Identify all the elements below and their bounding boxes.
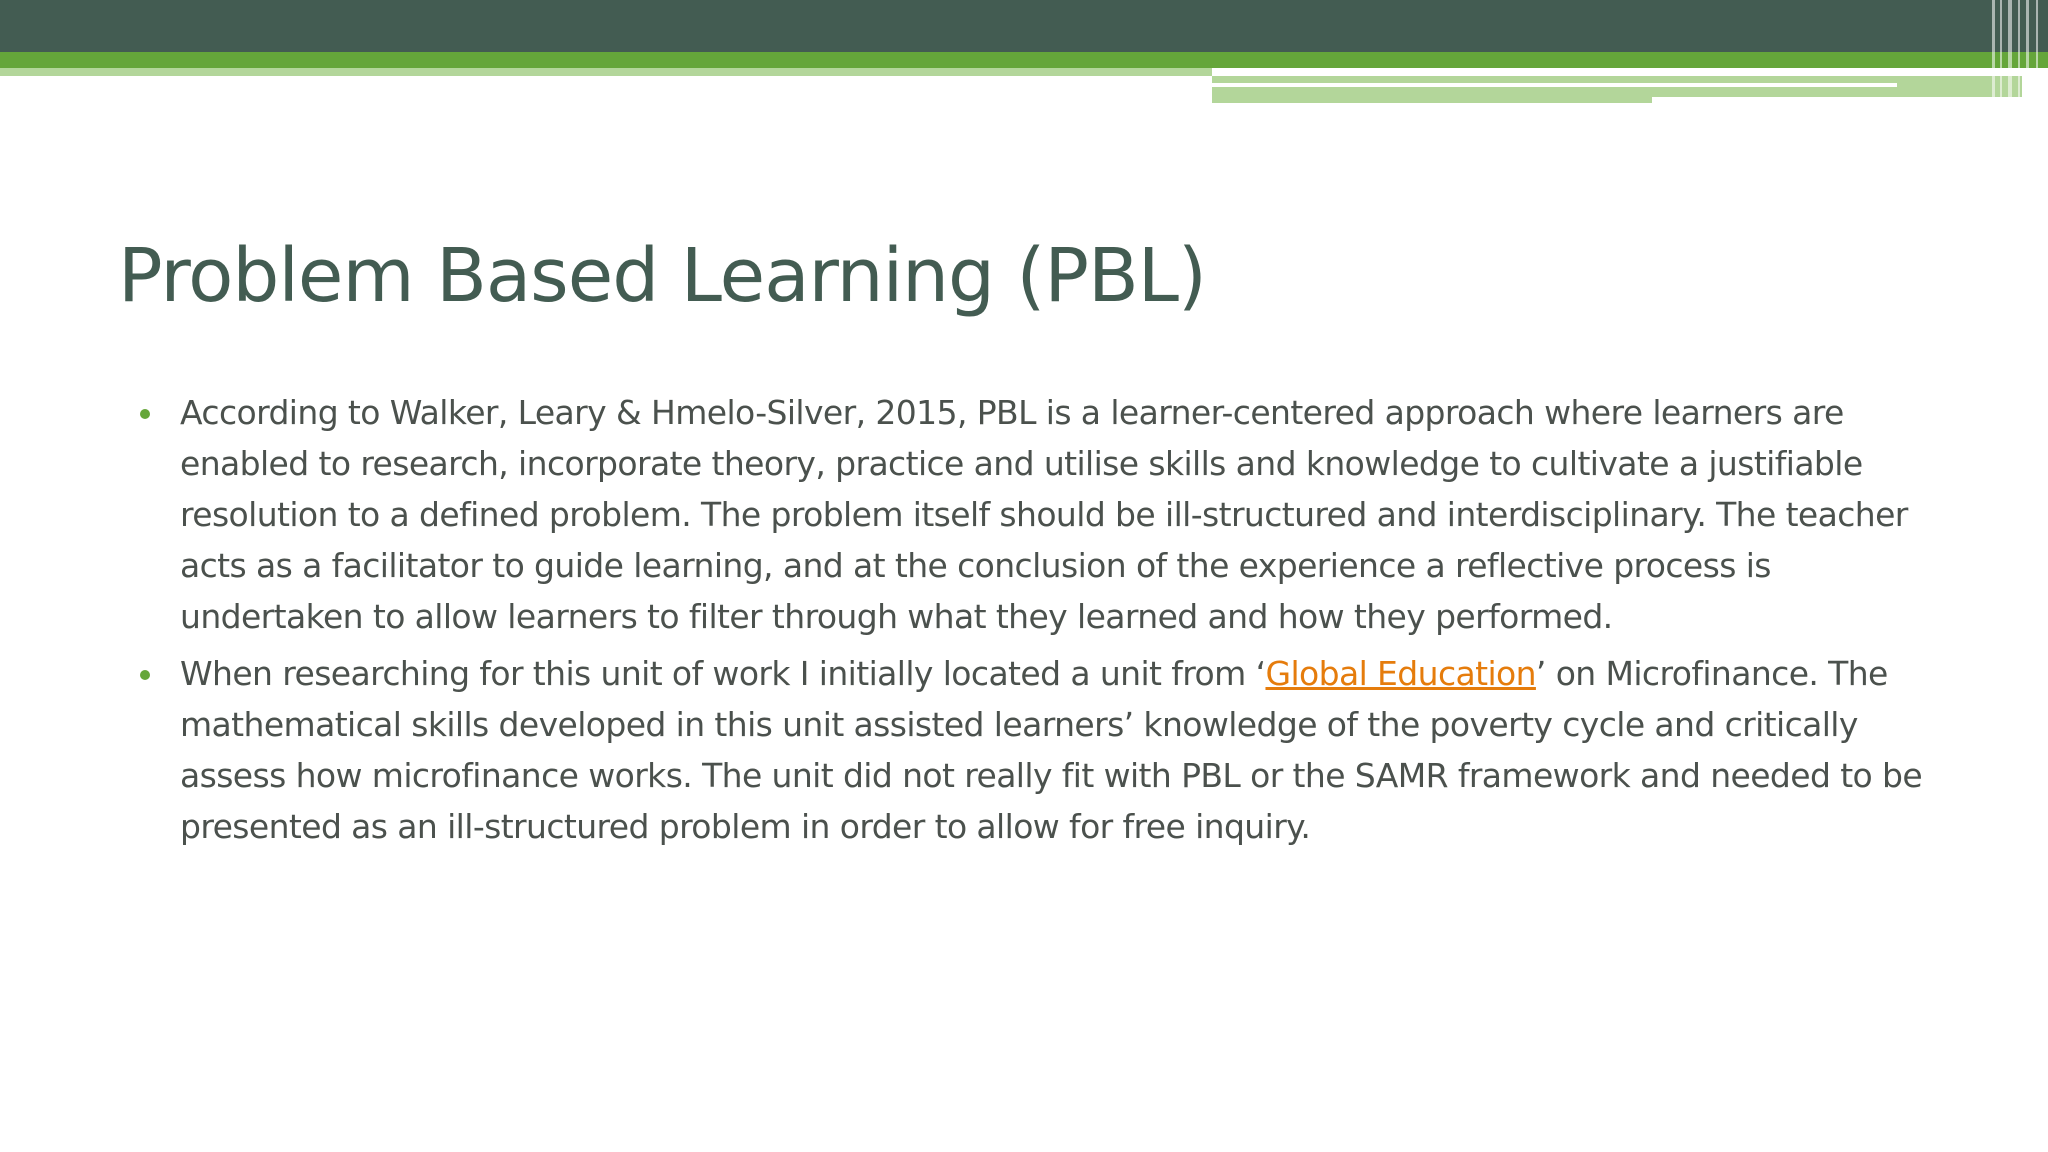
bullet-text-before-link: When researching for this unit of work I initially located a unit from ‘ bbox=[180, 654, 1266, 693]
slide-title: Problem Based Learning (PBL) bbox=[118, 233, 1206, 319]
bullet-text-after-link: ’ on Microfinance. The mathematical skills developed in this unit assisted learners’ knowledge of the poverty cycle and critically assess how microfinance works. The unit did not really fit with PBL or the SAMR framework and needed to be presented as an ill-structured problem in order to allow for free inquiry. bbox=[180, 654, 1923, 846]
global-education-link[interactable]: Global Education bbox=[1265, 654, 1536, 693]
header-band-white-step bbox=[1652, 97, 2022, 103]
header-band-green bbox=[0, 52, 2048, 68]
bullet-text: According to Walker, Leary & Hmelo-Silver, 2015, PBL is a learner-centered approach where learners are enabled to research, incorporate theory, practice and utilise skills and knowledge to cultivate a justifiable resolution to a defined problem. The problem itself should be ill-structured and interdisciplinary. The teacher acts as a facilitator to guide learning, and at the conclusion of the experience a reflective process is undertaken to allow learners to filter through what they learned and how they performed. bbox=[180, 393, 1908, 636]
header-band-light-left bbox=[0, 68, 1212, 76]
bullet-item bbox=[138, 648, 1928, 852]
header-stripes bbox=[1986, 0, 2048, 103]
header-stripe bbox=[2008, 0, 2012, 103]
header-stripe bbox=[2036, 0, 2038, 103]
header-stripe bbox=[2026, 0, 2029, 103]
bullet-dot-icon bbox=[140, 409, 150, 419]
header-band-dark bbox=[0, 0, 2048, 52]
header-stripe bbox=[1992, 0, 1995, 103]
header-stripe bbox=[2018, 0, 2020, 103]
bullet-item bbox=[138, 387, 1928, 642]
header-band-white-line bbox=[1212, 83, 1897, 87]
header-stripe bbox=[2000, 0, 2002, 103]
bullet-list bbox=[138, 387, 1928, 858]
bullet-dot-icon bbox=[140, 670, 150, 680]
